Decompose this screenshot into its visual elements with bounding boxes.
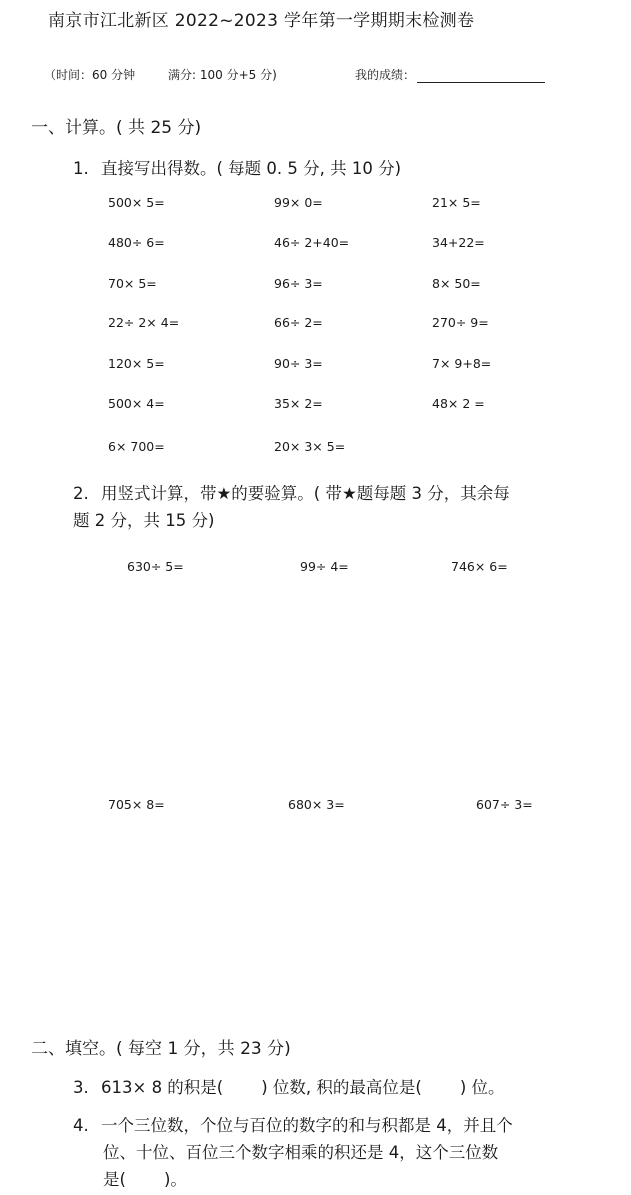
question-3 bbox=[73, 1074, 505, 1098]
question-text-part-3: ) 位。 bbox=[459, 1078, 505, 1097]
vertical-calc-item: 607÷ 3= bbox=[476, 797, 533, 812]
calc-item: 70× 5= bbox=[108, 276, 157, 291]
vertical-calc-item: 630÷ 5= bbox=[127, 559, 184, 574]
calc-item: 20× 3× 5= bbox=[274, 439, 346, 454]
full-marks: 满分: 100 分+5 分) bbox=[168, 68, 277, 82]
section-1-title: 一、计算。( 共 25 分) bbox=[31, 118, 202, 138]
calc-item: 22÷ 2× 4= bbox=[108, 315, 180, 330]
calc-item: 8× 50= bbox=[432, 276, 481, 291]
calc-item: 500× 4= bbox=[108, 396, 165, 411]
question-4 bbox=[73, 1112, 513, 1136]
calc-item: 66÷ 2= bbox=[274, 315, 323, 330]
question-1 bbox=[73, 155, 401, 179]
time-info: （时间：60 分钟 bbox=[44, 68, 136, 82]
calc-item: 6× 700= bbox=[108, 439, 165, 454]
question-number: 1. bbox=[73, 159, 89, 178]
question-text-line-1: 一个三位数，个位与百位的数字的和与积都是 4，并且个 bbox=[101, 1116, 513, 1135]
calc-item: 46÷ 2+40= bbox=[274, 235, 350, 250]
calc-item: 99× 0= bbox=[274, 195, 323, 210]
question-number: 2. bbox=[73, 484, 89, 503]
calc-item: 120× 5= bbox=[108, 356, 165, 371]
vertical-calc-item: 705× 8= bbox=[108, 797, 165, 812]
question-text-line-1: 用竖式计算，带★的要验算。( 带★题每题 3 分，其余每 bbox=[101, 484, 510, 503]
question-text-part-2: ) 位数, 积的最高位是( bbox=[261, 1078, 422, 1097]
calc-item: 96÷ 3= bbox=[274, 276, 323, 291]
question-text: 直接写出得数。( 每题 0. 5 分, 共 10 分) bbox=[101, 159, 402, 178]
vertical-calc-item: 746× 6= bbox=[451, 559, 508, 574]
page-title: 南京市江北新区 2022~2023 学年第一学期期末检测卷 bbox=[48, 11, 475, 31]
question-2 bbox=[73, 480, 510, 504]
calc-item: 270÷ 9= bbox=[432, 315, 489, 330]
question-text-line-2: 题 2 分，共 15 分) bbox=[73, 511, 215, 530]
calc-item: 7× 9+8= bbox=[432, 356, 492, 371]
calc-item: 35× 2= bbox=[274, 396, 323, 411]
question-text-part-1: 613× 8 的积是( bbox=[101, 1078, 224, 1097]
score-field bbox=[355, 66, 545, 83]
calc-item: 500× 5= bbox=[108, 195, 165, 210]
calc-item: 34+22= bbox=[432, 235, 485, 250]
vertical-calc-item: 99÷ 4= bbox=[300, 559, 349, 574]
calc-item: 90÷ 3= bbox=[274, 356, 323, 371]
calc-item: 48× 2 = bbox=[432, 396, 485, 411]
calc-item: 480÷ 6= bbox=[108, 235, 165, 250]
vertical-calc-item: 680× 3= bbox=[288, 797, 345, 812]
question-text-part-1: 是( bbox=[103, 1170, 126, 1189]
question-text-line-2: 位、十位、百位三个数字相乘的积还是 4，这个三位数 bbox=[103, 1143, 499, 1162]
question-number: 3. bbox=[73, 1078, 89, 1097]
question-number: 4. bbox=[73, 1116, 89, 1135]
score-blank-line bbox=[417, 68, 545, 83]
calc-item: 21× 5= bbox=[432, 195, 481, 210]
question-text-part-2: )。 bbox=[163, 1170, 187, 1189]
question-text-line-3 bbox=[103, 1166, 187, 1190]
section-2-title: 二、填空。( 每空 1 分，共 23 分) bbox=[31, 1039, 291, 1059]
score-label: 我的成绩： bbox=[355, 68, 416, 82]
